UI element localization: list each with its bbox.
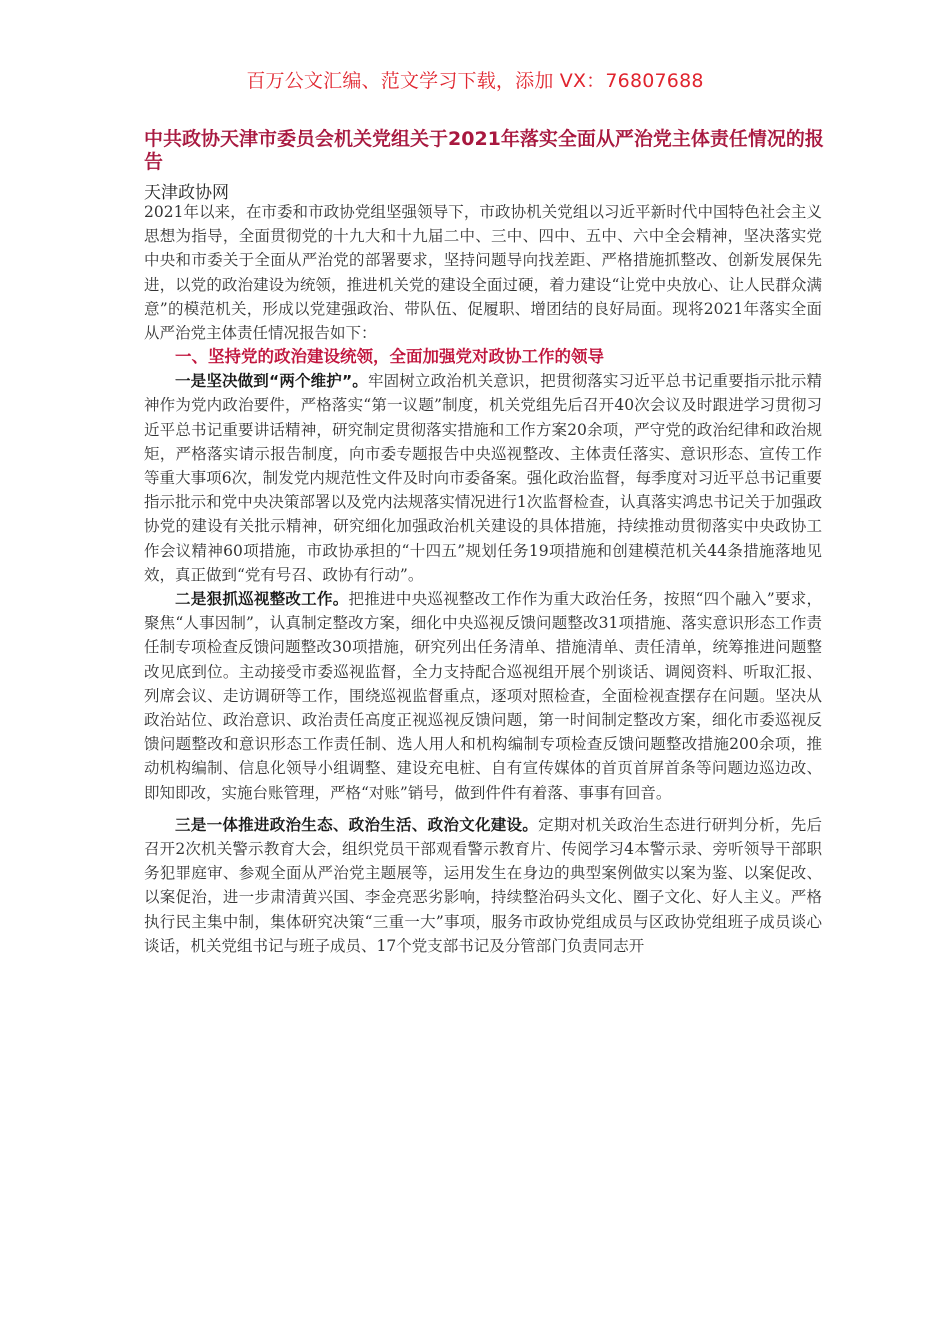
- paragraph-text: 牢固树立政治机关意识，把贯彻落实习近平总书记重要指示批示精神作为党内政治要件，严格落实“第一议题”制度，机关党组先后召开40次会议及时跟进学习贯彻习近平总书记重要讲话精神，研究制定贯彻落实措施和工作方案20余项，严守党的政治纪律和政治规矩，严格落实请示报告制度，向市委专题报告中央巡视整改、主体责任落实、意识形态、宣传工作等重大事项6次，制发党内规范性文件及时向市委备案。强化政治监督，每季度对习近平总书记重要指示批示和党中央决策部署以及党内法规落实情况进行1次监督检查，认真落实鸿忠书记关于加强政协党的建设有关批示精神，研究细化加强政治机关建设的具体措施，持续推动贯彻落实中央政协工作会议精神60项措施，市政协承担的“十四五”规划任务19项措施和创建模范机关44条措施落地见效，真正做到“党有号召、政协有行动”。: [144, 372, 823, 584]
- promo-banner: 百万公文汇编、范文学习下载，添加 VX：76807688: [246, 70, 704, 92]
- paragraph-lead: 二是狠抓巡视整改工作。: [175, 590, 349, 609]
- body-paragraph: [144, 369, 822, 587]
- document-title: 中共政协天津市委员会机关党组关于2021年落实全面从严治党主体责任情况的报告: [144, 128, 824, 173]
- document-source: 天津政协网: [144, 183, 229, 203]
- body-paragraph: [144, 587, 822, 805]
- paragraph-text: 把推进中央巡视整改工作作为重大政治任务，按照“四个融入”要求，聚焦“人事因制”，认真制定整改方案，细化中央巡视反馈问题整改31项措施、落实意识形态工作责任制专项检查反馈问题整改30项措施，研究列出任务清单、措施清单、责任清单，统筹推进问题整改见底到位。主动接受市委巡视监督，全力支持配合巡视组开展个别谈话、调阅资料、听取汇报、列席会议、走访调研等工作，围绕巡视监督重点，逐项对照检查，全面检视查摆存在问题。坚决从政治站位、政治意识、政治责任高度正视巡视反馈问题，第一时间制定整改方案，细化市委巡视反馈问题整改和意识形态工作责任制、选人用人和机构编制专项检查反馈问题整改措施200余项，推动机构编制、信息化领导小组调整、建设充电桩、自有宣传媒体的首页首屏首条等问题边巡边改、即知即改，实施台账管理，严格“对账”销号，做到件件有着落、事事有回音。: [144, 590, 822, 802]
- paragraph-text: 定期对机关政治生态进行研判分析，先后召开2次机关警示教育大会，组织党员干部观看警示教育片、传阅学习4本警示录、旁听领导干部职务犯罪庭审、参观全面从严治党主题展等，运用发生在身边的典型案例做实以案为鉴、以案促改、以案促治，进一步肃清黄兴国、李金亮恶劣影响，持续整治码头文化、圈子文化、好人主义。严格执行民主集中制，集体研究决策“三重一大”事项，服务市政协党组成员与区政协党组班子成员谈心谈话，机关党组书记与班子成员、17个党支部书记及分管部门负责同志开: [144, 815, 822, 955]
- paragraph-lead: 一是坚决做到“两个维护”。: [175, 372, 368, 391]
- body-paragraph: [144, 813, 822, 958]
- document-body: [144, 200, 822, 958]
- intro-paragraph: 2021年以来，在市委和市政协党组坚强领导下，市政协机关党组以习近平新时代中国特色社会主义思想为指导，全面贯彻党的十九大和十九届二中、三中、四中、五中、六中全会精神，坚决落实党中央和市委关于全面从严治党的部署要求，坚持问题导向找差距、严格措施抓整改、创新发展保先进，以党的政治建设为统领，推进机关党的建设全面过硬，着力建设“让党中央放心、让人民群众满意”的模范机关，形成以党建强政治、带队伍、促履职、增团结的良好局面。现将2021年落实全面从严治党主体责任情况报告如下：: [144, 203, 822, 343]
- spacer: [144, 805, 822, 813]
- section-heading: 一、坚持党的政治建设统领，全面加强党对政协工作的领导: [175, 347, 604, 367]
- paragraph-lead: 三是一体推进政治生态、政治生活、政治文化建设。: [175, 815, 539, 834]
